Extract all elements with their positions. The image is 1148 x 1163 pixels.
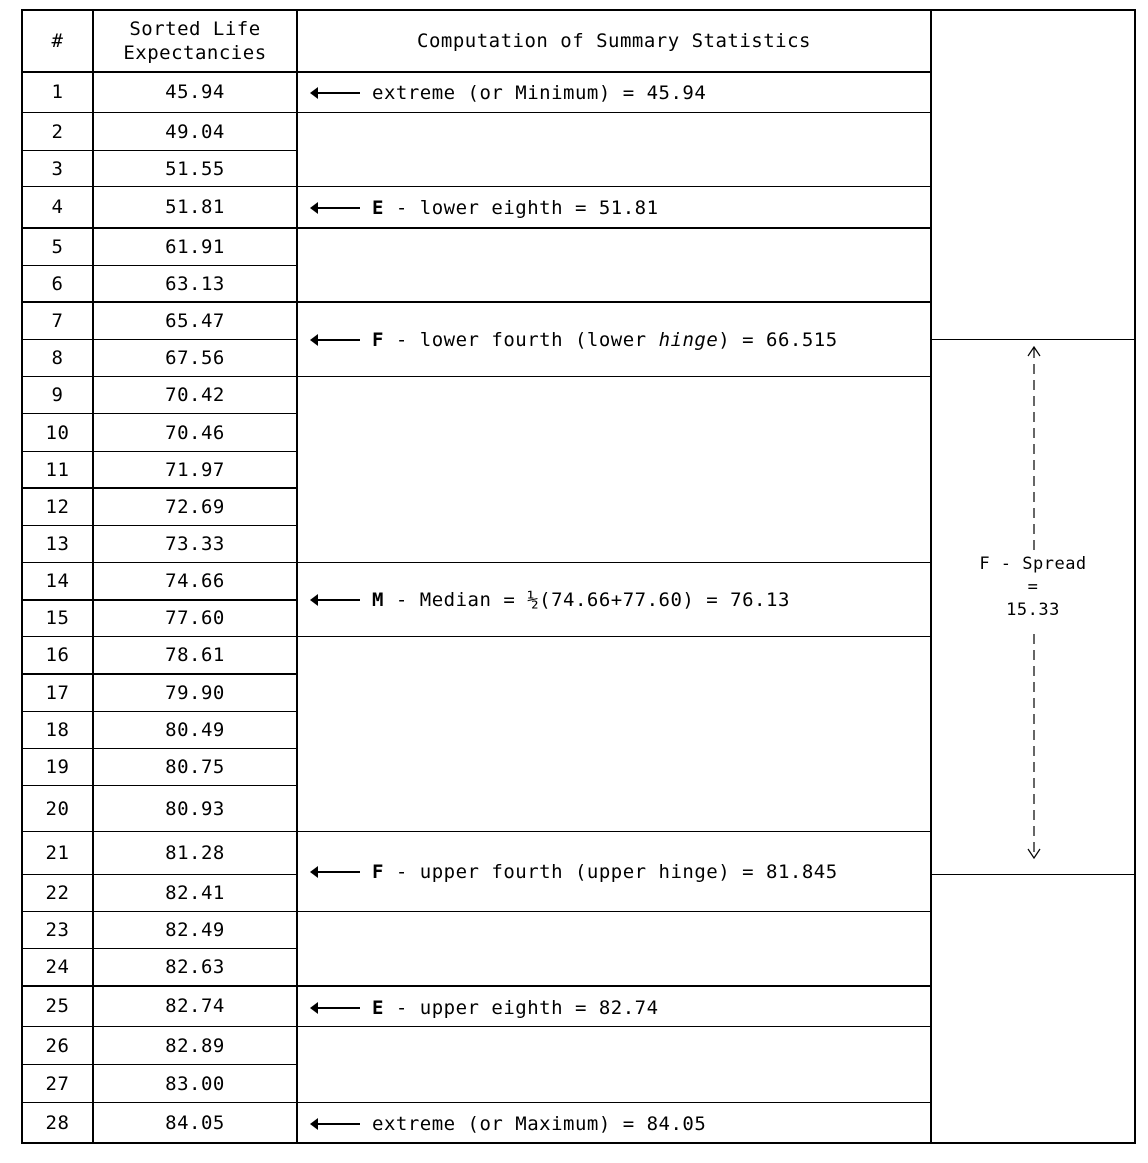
- row-value: 82.41: [165, 882, 225, 904]
- grid-hline: [21, 1026, 932, 1027]
- row-value: 82.74: [165, 995, 225, 1017]
- row-index: 19: [45, 756, 70, 778]
- grid-vline-values: [296, 9, 298, 1144]
- stat-upper-fourth-symbol: F: [372, 861, 384, 883]
- grid-hline: [21, 186, 932, 187]
- row-value: 72.69: [165, 495, 225, 518]
- header-values: [94, 10, 296, 72]
- row-index: 24: [45, 956, 70, 978]
- row-value: 77.60: [165, 607, 225, 629]
- stat-lower-fourth: [300, 302, 928, 377]
- grid-hline: [21, 911, 932, 912]
- grid-vline-stats: [930, 9, 932, 1144]
- row-index: 23: [45, 919, 70, 941]
- left-arrow-icon: [312, 339, 360, 341]
- row-index: 27: [45, 1072, 70, 1095]
- header-index-label: #: [51, 30, 64, 52]
- stat-minimum: [300, 72, 928, 113]
- stat-upper-eighth: [300, 987, 928, 1028]
- row-value: 63.13: [165, 272, 225, 295]
- stat-lower-fourth-text-b: ) = 66.515: [718, 328, 838, 351]
- grid-hline: [21, 9, 1136, 11]
- row-index: 11: [45, 458, 70, 481]
- left-arrow-icon: [312, 1123, 360, 1125]
- row-value: 73.33: [165, 533, 225, 555]
- grid-hline: [21, 785, 298, 786]
- row-value: 79.90: [165, 681, 225, 704]
- stat-upper-fourth: [300, 832, 928, 912]
- header-values-line2: Expectancies: [123, 42, 267, 64]
- stat-lower-eighth-symbol: E: [372, 196, 384, 219]
- stat-lower-fourth-text-italic: hinge: [658, 328, 719, 351]
- row-index: 22: [45, 882, 70, 904]
- stat-median-text: - Median = ½(74.66+77.60) = 76.13: [383, 589, 790, 611]
- row-index: 15: [45, 607, 70, 629]
- stat-median: [300, 563, 928, 637]
- row-index: 28: [45, 1111, 70, 1134]
- left-arrow-icon: [312, 1007, 360, 1009]
- row-index: 4: [51, 196, 64, 218]
- left-arrow-icon: [312, 207, 360, 209]
- grid-hline: [21, 525, 298, 526]
- row-index: 8: [51, 347, 64, 369]
- grid-hline: [21, 265, 298, 266]
- stat-minimum-text: extreme (or Minimum) = 45.94: [372, 81, 707, 104]
- row-value: 82.49: [165, 919, 225, 941]
- row-index: 12: [45, 495, 70, 518]
- row-index: 1: [51, 81, 64, 103]
- left-arrow-icon: [312, 92, 360, 94]
- row-index: 3: [51, 157, 64, 180]
- stat-lower-fourth-text-a: - lower fourth (lower: [383, 328, 659, 351]
- stat-median-symbol: M: [372, 589, 384, 611]
- stat-upper-fourth-text: - upper fourth (upper hinge) = 81.845: [383, 861, 838, 883]
- row-value: 82.89: [165, 1034, 225, 1057]
- grid-hline: [21, 227, 932, 229]
- grid-hline: [21, 748, 298, 749]
- header-index: [23, 10, 92, 72]
- stat-maximum-text: extreme (or Maximum) = 84.05: [372, 1112, 707, 1135]
- grid-hline: [21, 599, 298, 601]
- f-spread-label: [932, 553, 1134, 622]
- row-value: 80.49: [165, 719, 225, 741]
- stat-lower-eighth: [300, 187, 928, 228]
- grid-hline: [21, 1064, 298, 1065]
- row-value: 82.63: [165, 956, 225, 978]
- grid-hline: [21, 711, 298, 712]
- row-index: 20: [45, 797, 70, 820]
- row-index: 17: [45, 681, 70, 704]
- stat-upper-eighth-symbol: E: [372, 996, 384, 1019]
- row-index: 6: [51, 272, 64, 295]
- row-index: 13: [45, 533, 70, 555]
- grid-vline-index: [92, 9, 94, 1144]
- row-index: 18: [45, 719, 70, 741]
- grid-hline-upper-hinge: [930, 874, 1136, 875]
- row-value: 80.75: [165, 756, 225, 778]
- stat-lower-fourth-symbol: F: [372, 328, 384, 351]
- row-index: 25: [45, 995, 70, 1017]
- grid-hline: [21, 376, 932, 377]
- grid-vline-left: [21, 9, 23, 1144]
- grid-hline: [21, 673, 298, 675]
- row-value: 51.81: [165, 196, 225, 218]
- header-stats-label: Computation of Summary Statistics: [417, 30, 811, 52]
- grid-hline: [21, 985, 932, 987]
- row-value: 45.94: [165, 81, 225, 103]
- grid-hline: [21, 1102, 932, 1103]
- row-value: 74.66: [165, 570, 225, 592]
- grid-hline: [21, 71, 932, 73]
- row-value: 70.46: [165, 421, 225, 444]
- grid-hline: [21, 413, 298, 414]
- row-value: 49.04: [165, 120, 225, 143]
- grid-vline-right: [1134, 9, 1136, 1144]
- grid-hline: [21, 1142, 1136, 1144]
- stat-maximum: [300, 1103, 928, 1144]
- grid-hline: [21, 636, 932, 637]
- row-index: 10: [45, 421, 70, 444]
- row-value: 51.55: [165, 157, 225, 180]
- stat-upper-eighth-text: - upper eighth = 82.74: [383, 996, 659, 1019]
- row-index: 26: [45, 1034, 70, 1057]
- f-spread-line2: =: [1027, 577, 1039, 597]
- row-index: 16: [45, 644, 70, 666]
- grid-hline-lower-hinge: [930, 339, 1136, 340]
- row-value: 80.93: [165, 797, 225, 820]
- f-spread-line1: F - Spread: [979, 554, 1087, 574]
- left-arrow-icon: [312, 599, 360, 601]
- grid-hline: [21, 339, 298, 340]
- row-index: 7: [51, 309, 64, 332]
- grid-hline: [21, 451, 298, 452]
- grid-hline: [21, 874, 298, 875]
- row-index: 5: [51, 235, 64, 258]
- row-value: 67.56: [165, 347, 225, 369]
- row-value: 70.42: [165, 384, 225, 406]
- row-value: 71.97: [165, 458, 225, 481]
- grid-hline: [21, 301, 932, 303]
- row-index: 14: [45, 570, 70, 592]
- grid-hline: [21, 831, 932, 832]
- row-value: 84.05: [165, 1111, 225, 1134]
- grid-hline: [21, 112, 932, 113]
- row-value: 65.47: [165, 309, 225, 332]
- left-arrow-icon: [312, 871, 360, 873]
- header-values-line1: Sorted Life: [129, 18, 261, 40]
- row-value: 81.28: [165, 842, 225, 864]
- row-index: 2: [51, 120, 64, 143]
- f-spread-line3: 15.33: [1006, 600, 1060, 620]
- row-value: 61.91: [165, 235, 225, 258]
- stat-lower-eighth-text: - lower eighth = 51.81: [383, 196, 659, 219]
- header-stats: [298, 10, 930, 72]
- grid-hline: [21, 562, 932, 563]
- row-value: 78.61: [165, 644, 225, 666]
- row-index: 9: [51, 384, 64, 406]
- row-value: 83.00: [165, 1072, 225, 1095]
- grid-hline: [21, 487, 298, 489]
- grid-hline: [21, 948, 298, 949]
- row-index: 21: [45, 842, 70, 864]
- grid-hline: [21, 150, 298, 151]
